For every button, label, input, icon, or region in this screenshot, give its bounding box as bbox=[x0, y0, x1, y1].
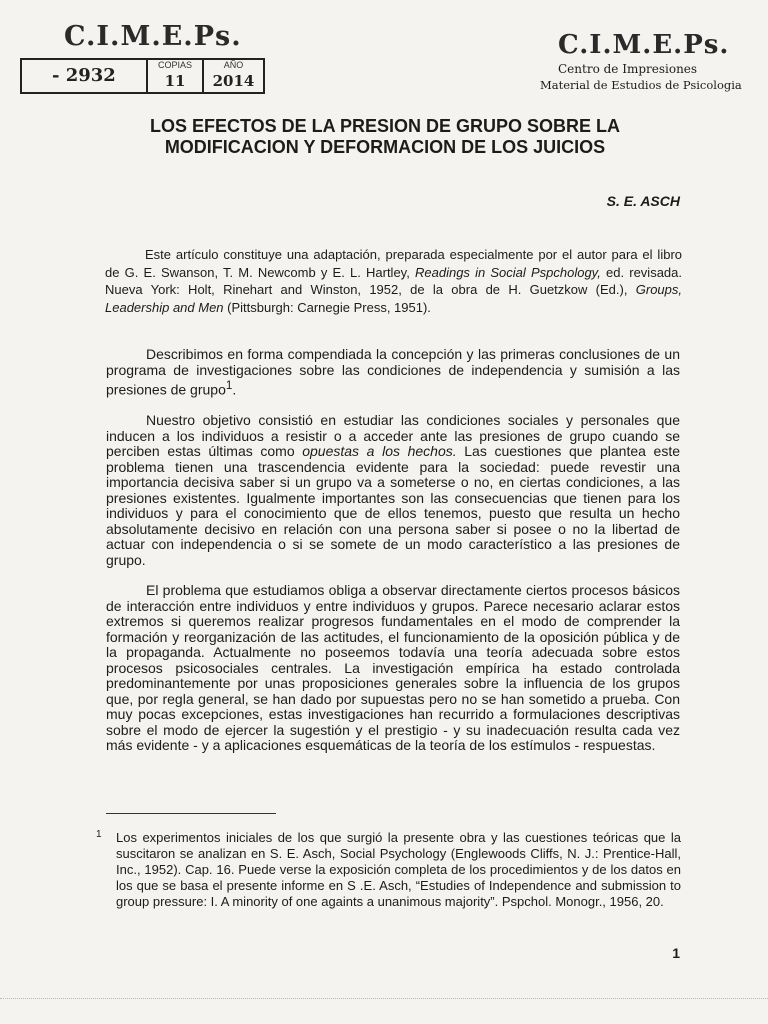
stamp-year-cell bbox=[204, 60, 263, 92]
footnote-mark: 1 bbox=[96, 829, 102, 840]
footnote-text: Los experimentos iniciales de los que surgió la presente obra y las cuestiones teóricas que la suscitaron se analizan en S. E. Asch, Social Psychology (Englewoods Cliffs, N. J.: Prentice-Hall, Inc., 1952). Cap. 16. Puede verse la exposición completa de los procedimientos y de los datos en los que se basa el presente informe en S .E. Asch, “Estudies of Independence and submission to group pressure: I. A minority of one againts a unanimous majority”. Pspchol. Monogr., 1956, 20. bbox=[116, 830, 681, 909]
paragraph-1-text: Describimos en forma compendiada la concepción y las primeras conclusiones de un programa de investigaciones sobre las condiciones de independencia y sumisión a las presiones de grupo bbox=[106, 346, 680, 398]
page-title bbox=[80, 116, 690, 158]
stamp-box bbox=[20, 58, 265, 94]
intro-paragraph bbox=[105, 246, 682, 316]
paragraph-3: El problema que estudiamos obliga a observar directamente ciertos procesos básicos de interacción entre individuos y entre individuos y grupos. Parece necesario aclarar estos extremos si queremos realizar progresos fundamentales en el modo de comprender la formación y reorganización de las actitudes, el funcionamiento de la oposición pública y de la propaganda. Actualmente no poseemos todavía una teoría adecuada sobre estos procesos psicosociales centrales. La investigación empírica ha estado controlada predominantemente por unas proposiciones generales sobre la influencia de los grupos que, por regla general, se han dado por supuestas pero no se han sometido a prueba. Con muy pocas excepciones, estas investigaciones han recurrido a formulaciones descriptivas sobre el modo de ejercer la sugestión y el prestigio - y su inadecuación resulta cada vez más evidente - y a aplicaciones esquemáticas de la teoría de los estímulos - respuestas. bbox=[106, 582, 680, 754]
intro-text-c: ed. revisada. Nueva York: Holt, Rinehart and Winston, 1952, de la obra de H. Guetzkow (Ed.), bbox=[105, 264, 682, 297]
title-line-1: LOS EFECTOS DE LA PRESION DE GRUPO SOBRE LA bbox=[149, 116, 621, 136]
footnote-ref[interactable]: 1 bbox=[225, 379, 233, 392]
paragraph-2-emphasis: opuestas a los hechos. bbox=[302, 443, 457, 460]
scan-edge-divider bbox=[0, 998, 768, 999]
stamp-left-title: C.I.M.E.Ps. bbox=[64, 21, 242, 52]
paragraph-1 bbox=[106, 347, 680, 398]
stamp-number-cell bbox=[22, 60, 148, 92]
paragraph-1-end: . bbox=[232, 381, 237, 398]
stamp-right-title: C.I.M.E.Ps. bbox=[558, 30, 730, 60]
library-stamp-left bbox=[20, 22, 265, 94]
paragraph-2-text-a: Nuestro objetivo consistió en estudiar las condiciones sociales y personales que inducen a los individuos a resistir o a acceder ante las presiones de grupo cuando se perciben estas últimas como bbox=[106, 412, 680, 460]
footnote-divider bbox=[106, 813, 276, 814]
copies-value: 11 bbox=[164, 72, 186, 90]
intro-book-title: Readings in Social Pspchology, bbox=[415, 264, 601, 280]
intro-text-a: Este artículo constituye una adaptación, preparada especialmente por el autor para el libro de G. E. Swanson, T. M. Newcomb y E. L. Hartley, bbox=[105, 247, 682, 280]
paragraph-2 bbox=[106, 413, 680, 568]
author: S. E. ASCH bbox=[606, 193, 680, 209]
year-label: AÑO bbox=[223, 60, 244, 70]
copies-label: COPIAS bbox=[157, 60, 192, 70]
page-number: 1 bbox=[672, 945, 680, 961]
stamp-right-line1: Centro de Impresiones bbox=[558, 62, 698, 76]
intro-text-e: (Pittsburgh: Carnegie Press, 1951). bbox=[223, 299, 431, 315]
intro-work-title: Groups, Leadership and Men bbox=[105, 282, 682, 315]
library-stamp-right bbox=[540, 30, 742, 92]
footnote bbox=[96, 830, 681, 910]
stamp-number: - 2932 bbox=[52, 65, 116, 86]
intro-note bbox=[105, 246, 682, 316]
title-line-2: MODIFICACION Y DEFORMACION DE LOS JUICIOS bbox=[164, 137, 606, 157]
paragraph-2-text-c: Las cuestiones que plantea este problema tienen una trascendencia evidente para la sociedad: puede revestir una importancia decisiva saber si un grupo va a someterse o no, en ciertas condiciones, a las presiones existentes. Igualmente importantes son las consecuencias que tienen para los individuos y para el conocimiento que de ellos tenemos, puesto que resulta un hecho absolutamente decisivo en relación con una persona saber si posee o no la libertad de actuar con independencia o si se somete de un modo característico a las presiones de grupo. bbox=[106, 443, 680, 568]
body-text bbox=[106, 347, 680, 769]
stamp-right-line2: Material de Estudios de Psicologia bbox=[540, 78, 742, 92]
stamp-copies-cell bbox=[148, 60, 204, 92]
year-value: 2014 bbox=[212, 72, 255, 90]
